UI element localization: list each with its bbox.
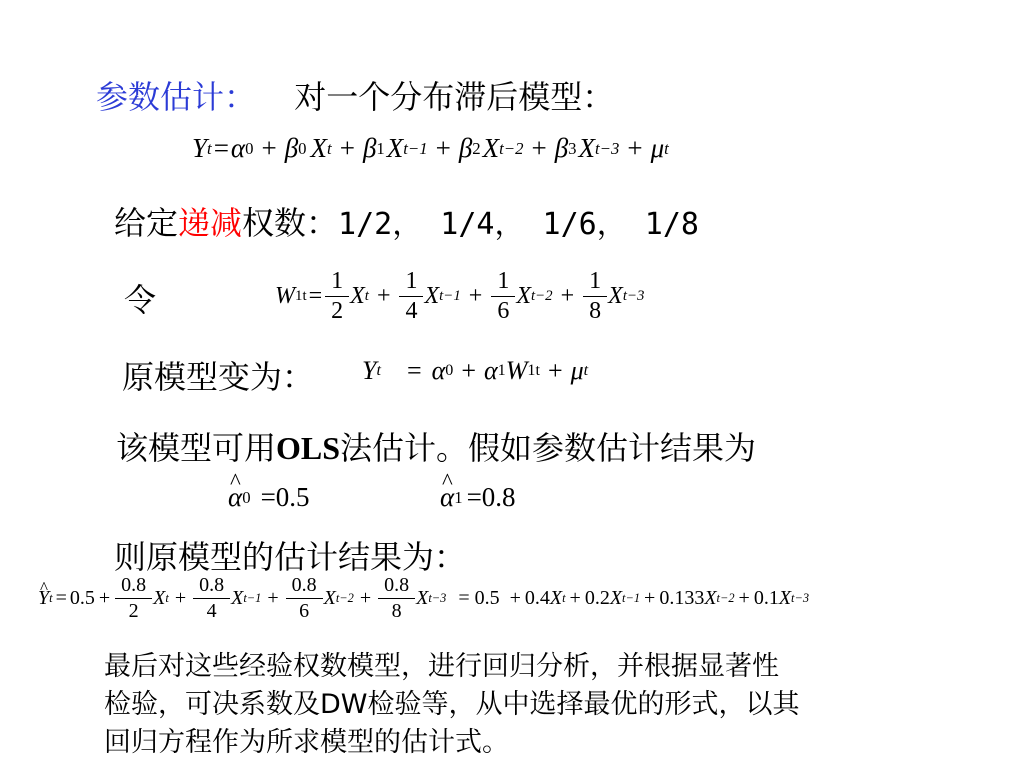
alpha1-hat: ^ α [440,482,454,513]
y-var: Y [362,356,377,385]
num: 0.8 [291,574,317,596]
x-tm1-sub: t−1 [439,288,461,304]
den: 2 [115,598,152,623]
x-tm2-sub: t−2 [335,591,354,605]
y-sub: t [376,362,381,379]
num: 0.8 [199,574,225,596]
mu: μ [570,356,584,385]
plus: + [98,587,111,609]
alpha1-sub: 1 [497,362,506,379]
weights-prefix: 给定 [114,204,179,242]
beta0: β [284,133,299,163]
conclusion-line-1: 最后对这些经验权数模型，进行回归分析，并根据显著性 [104,651,779,682]
alpha1-value: =0.8 [466,482,516,512]
y-sub: t [207,138,212,158]
frac-4 [381,574,412,623]
x-t-sub: t [165,591,169,605]
x-tm1-sub: t−1 [243,591,262,605]
plus: + [547,356,563,385]
x-t: X [153,587,166,609]
x-tm2-sub: t−2 [499,138,524,158]
alpha0-estimate [228,482,310,513]
plus: + [359,587,372,609]
conclusion-paragraph [104,648,800,762]
w-equation [275,268,644,325]
x-t-sub: t [364,288,369,304]
den: 6 [491,296,515,325]
x-t-sub: t [327,138,332,158]
den: 8 [583,296,607,325]
y-hat: ^ Y [38,587,49,610]
let-label: 令 [124,281,157,319]
weights-line [114,198,699,244]
x-tm2-sub: t−2 [530,288,553,304]
fraction-quarter [402,268,420,325]
ols-line [116,423,756,469]
x-t: X [310,133,328,163]
plus: + [560,283,575,309]
ols-pre: 该模型可用 [116,429,277,467]
mu: μ [650,133,665,163]
x-tm3-sub: t−3 [791,591,810,605]
mu-sub: t [664,138,669,158]
w-var: W [505,356,528,385]
num: 1 [497,268,510,294]
const: 0.5 [69,587,95,609]
plus: + [261,133,277,163]
ols-acronym: OLS [276,430,341,466]
num: 1 [405,268,418,294]
coef-3: 0.1 [753,587,779,609]
den: 4 [193,598,230,623]
transformed-equation [362,356,588,386]
weights-highlight: 递减 [178,204,243,242]
x-t: X [350,283,365,309]
beta3: β [554,133,569,163]
den: 4 [399,296,423,325]
beta2-sub: 2 [472,138,481,158]
plus: + [339,133,355,163]
x-tm1: X [424,283,440,309]
x-tm2: X [482,133,500,163]
x-tm3: X [778,587,792,609]
plus: + [509,587,521,609]
beta3-sub: 3 [568,138,577,158]
rhs-const: = 0.5 [458,587,500,609]
beta2: β [458,133,473,163]
alpha0: α [431,356,446,385]
coef-0: 0.4 [524,587,550,609]
w-sub: 1t [527,362,540,379]
fraction-half [328,268,346,325]
plus: + [531,133,547,163]
x-tm3: X [416,587,429,609]
equals: = [406,356,422,385]
alpha1: α [484,356,498,385]
x-tm3-sub: t−3 [622,288,645,304]
alpha0-hat: ^ α [228,482,242,513]
weights-values: 1/2， 1/4， 1/6， 1/8 [338,207,699,242]
num: 0.8 [121,574,147,596]
weights-suffix: 权数： [242,204,339,242]
num: 1 [331,268,344,294]
fraction-sixth [494,268,512,325]
x-tm1: X [231,587,244,609]
num: 1 [589,268,602,294]
den: 6 [286,598,323,623]
plus: + [627,133,643,163]
x-tm2: X [323,587,336,609]
mu-sub: t [583,362,589,379]
y-sub: t [49,591,53,605]
x-tm1: X [609,587,623,609]
w-var: W [275,283,295,309]
equals: = [213,133,229,163]
conclusion-line-2: 检验，可决系数及DW检验等，从中选择最优的形式，以其 [104,689,800,720]
beta0-sub: 0 [298,138,307,158]
plus: + [644,587,656,609]
x-tm1: X [386,133,404,163]
final-equation [38,574,809,623]
x-tm3-sub: t−3 [428,591,447,605]
plus: + [376,283,391,309]
transformed-label: 原模型变为： [122,358,315,396]
heading-label: 参数估计： [96,78,257,116]
plus: + [435,133,451,163]
den: 2 [325,296,349,325]
num: 0.8 [384,574,410,596]
alpha1-estimate [440,482,516,513]
conclusion-line-3: 回归方程作为所求模型的估计式。 [104,727,509,758]
y-var: Y [192,133,208,163]
beta1: β [362,133,377,163]
equals: = [308,283,323,309]
model-equation [192,133,669,164]
frac-2 [196,574,227,623]
fraction-eighth [586,268,604,325]
x-t-sub: t [562,591,566,605]
frac-1 [118,574,149,623]
w-sub: 1t [295,288,307,304]
alpha0-sub: 0 [445,362,454,379]
x-tm3: X [608,283,623,309]
frac-3 [289,574,320,623]
plus: + [468,283,483,309]
ols-post: 法估计。假如参数估计结果为 [340,429,757,467]
plus: + [174,587,187,609]
result-label: 则原模型的估计结果为： [114,538,467,576]
x-tm3: X [578,133,596,163]
beta1-sub: 1 [376,138,385,158]
plus: + [569,587,581,609]
plus: + [738,587,750,609]
alpha1-sub: 1 [454,487,463,507]
equals: = [55,587,67,609]
alpha0-value: =0.5 [260,482,310,512]
x-tm2: X [704,587,717,609]
heading-text: 对一个分布滞后模型： [294,78,615,116]
x-tm1-sub: t−1 [403,138,428,158]
x-tm2-sub: t−2 [716,591,735,605]
x-tm1-sub: t−1 [622,591,641,605]
den: 8 [378,598,415,623]
heading [96,72,614,118]
plus: + [267,587,279,609]
alpha0-sub: 0 [242,487,251,507]
coef-2: 0.133 [659,587,705,609]
alpha0-sub: 0 [245,138,254,158]
x-t: X [549,587,563,609]
plus: + [461,356,477,385]
x-tm2: X [516,283,531,309]
coef-1: 0.2 [584,587,610,609]
alpha0: α [230,133,246,163]
x-tm3-sub: t−3 [595,138,620,158]
